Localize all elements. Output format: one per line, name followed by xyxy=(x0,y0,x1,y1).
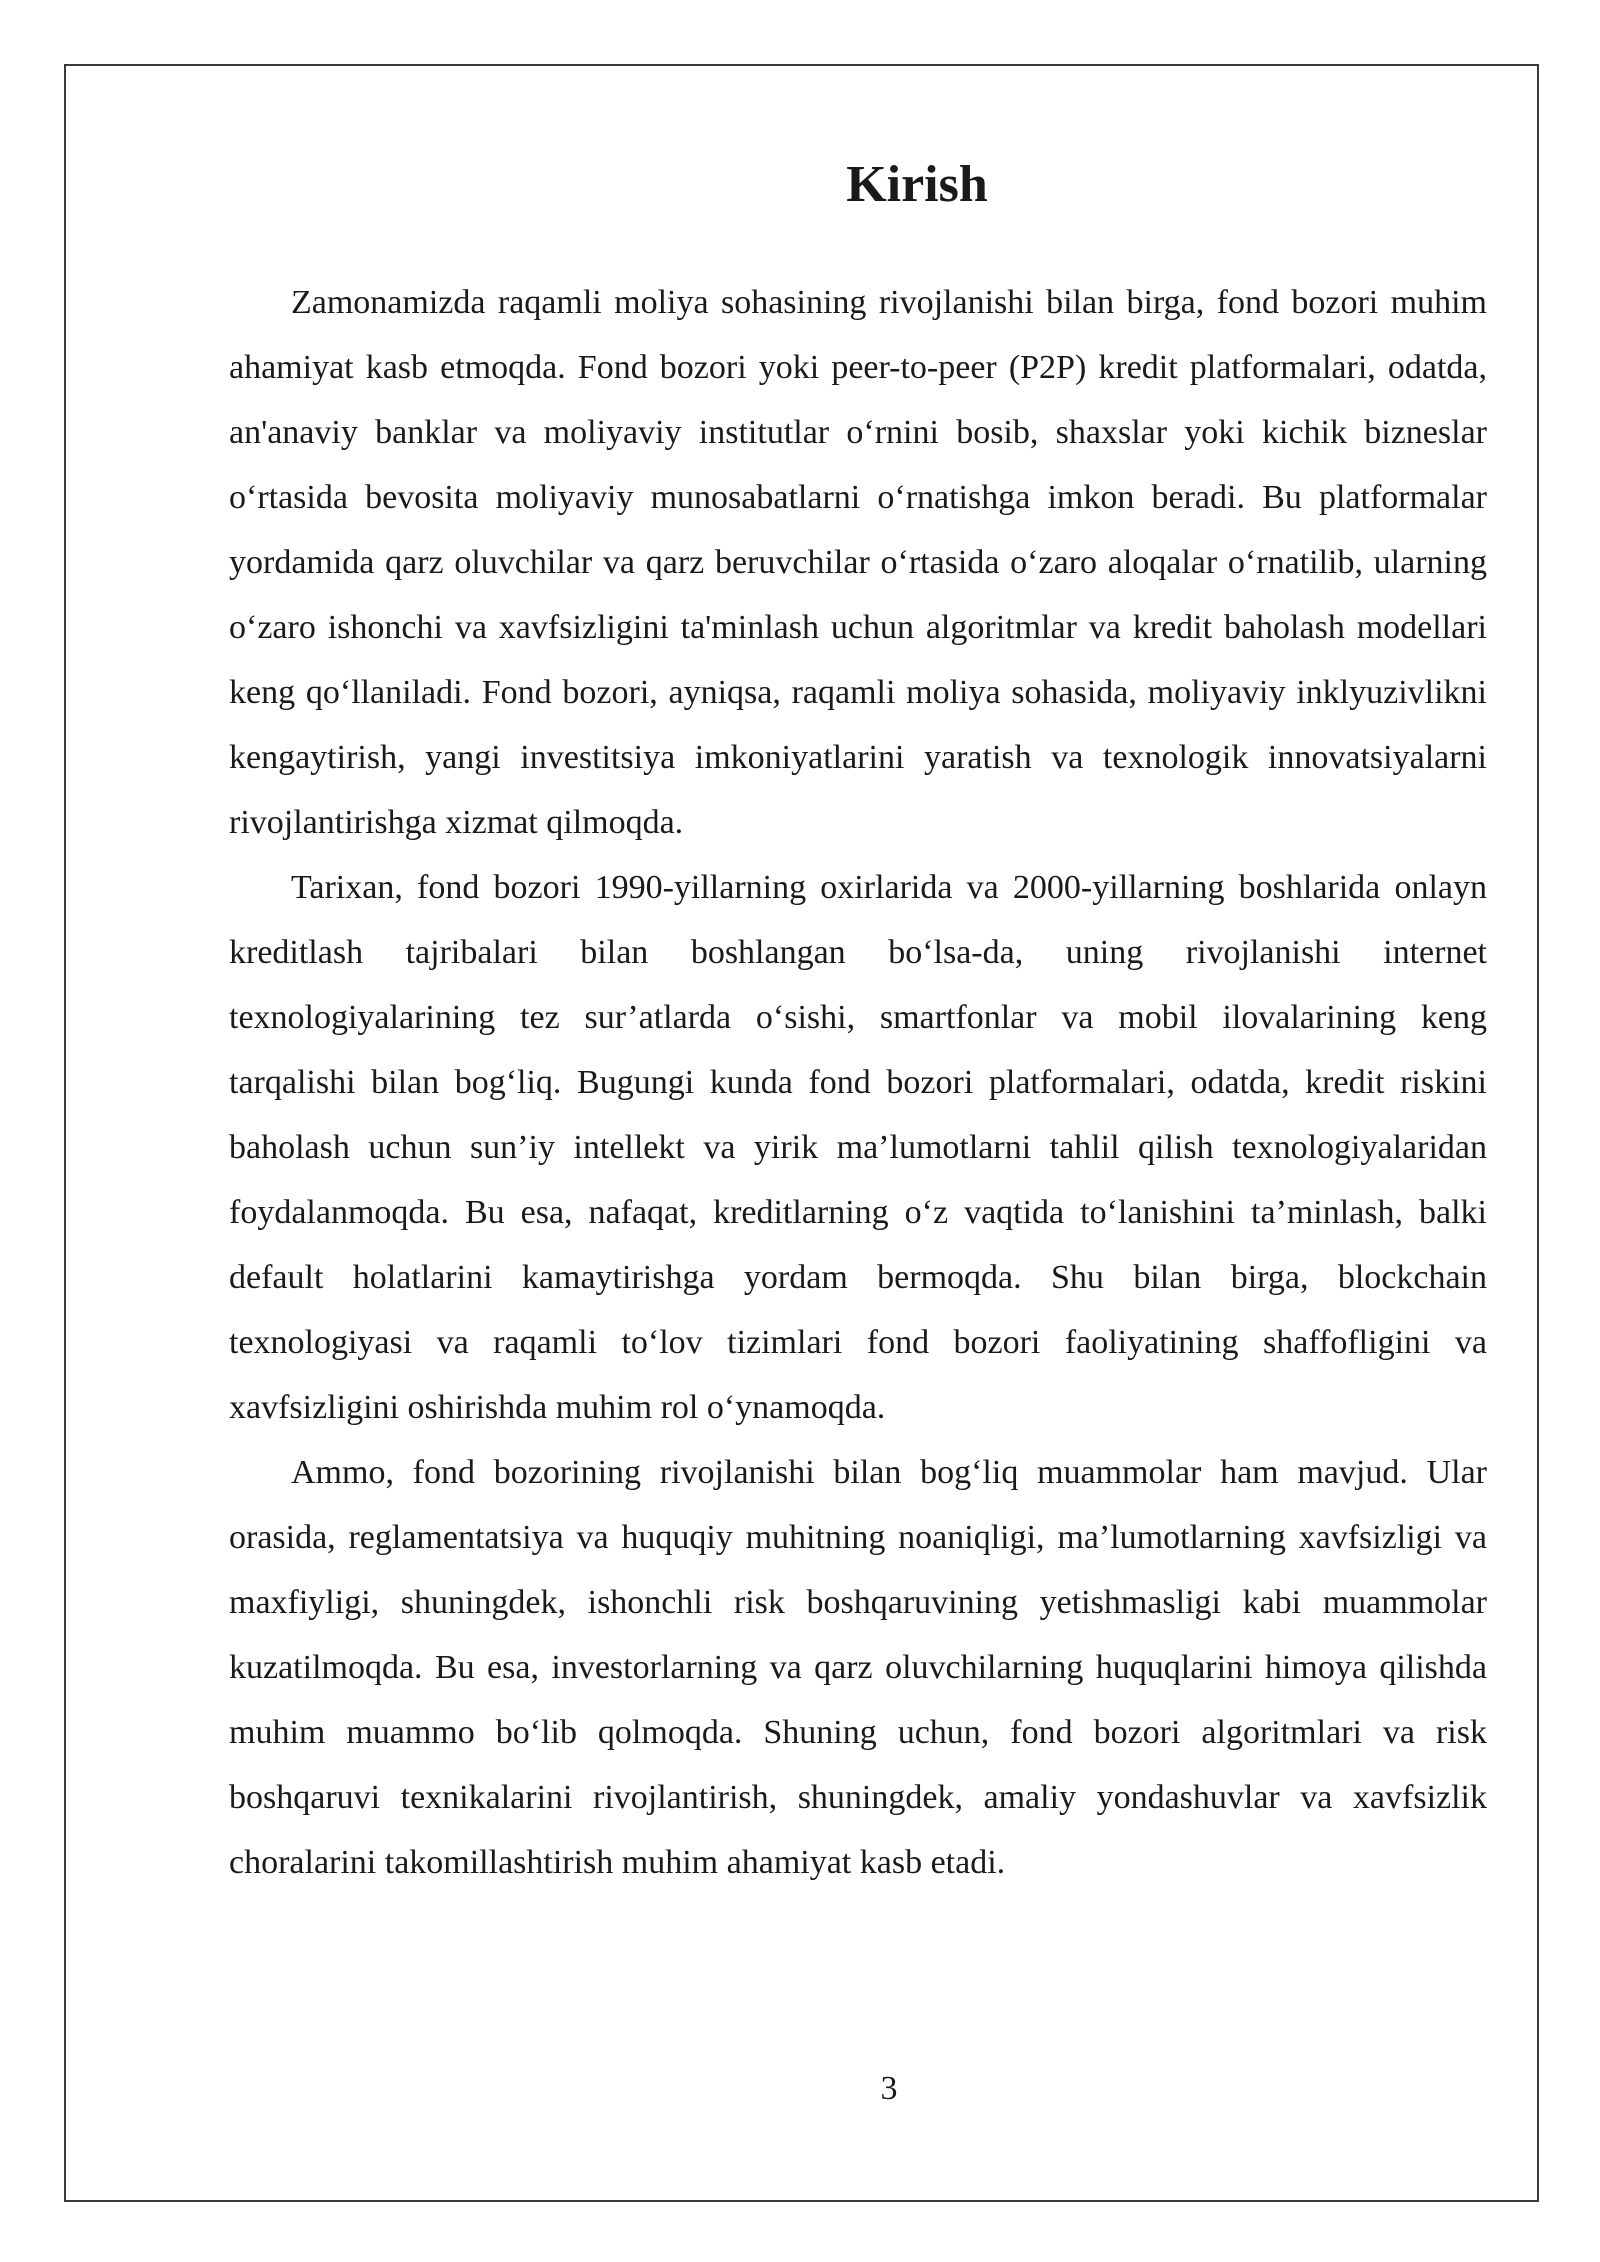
paragraph-intro: Zamonamizda raqamli moliya sohasining rivojlanishi bilan birga, fond bozori muhim ahamiyat kasb etmoqda. Fond bozori yoki peer-to-peer (P2P) kredit platformalari, odatda, an'anaviy banklar va moliyaviy institutlar o‘rnini bosib, shaxslar yoki kichik bizneslar o‘rtasida bevosita moliyaviy munosabatlarni o‘rnatishga imkon beradi. Bu platformalar yordamida qarz oluvchilar va qarz beruvchilar o‘rtasida o‘zaro aloqalar o‘rnatilib, ularning o‘zaro ishonchi va xavfsizligini ta'minlash uchun algoritmlar va kredit baholash modellari keng qo‘llaniladi. Fond bozori, ayniqsa, raqamli moliya sohasida, moliyaviy inklyuzivlikni kengaytirish, yangi investitsiya imkoniyatlarini yaratish va texnologik innovatsiyalarni rivojlantirishga xizmat qilmoqda. xyxy=(229,284,1487,841)
paragraph-problems: Ammo, fond bozorining rivojlanishi bilan bog‘liq muammolar ham mavjud. Ular orasida, reglamentatsiya va huquqiy muhitning noaniqligi, ma’lumotlarning xavfsizligi va maxfiyligi, shuningdek, ishonchli risk boshqaruvining yetishmasligi kabi muammolar kuzatilmoqda. Bu esa, investorlarning va qarz oluvchilarning huquqlarini himoya qilishda muhim muammo bo‘lib qolmoqda. Shuning uchun, fond bozori algoritmlari va risk boshqaruvi texnikalarini rivojlantirish, shuningdek, amaliy yondashuvlar va xavfsizlik choralarini takomillashtirish muhim ahamiyat kasb etadi. xyxy=(229,1454,1487,1881)
page-number: 3 xyxy=(880,2070,898,2107)
document-body xyxy=(229,150,1487,1895)
paragraph-history: Tarixan, fond bozori 1990-yillarning oxirlarida va 2000-yillarning boshlarida onlayn kreditlash tajribalari bilan boshlangan bo‘lsa-da, uning rivojlanishi internet texnologiyalarining tez sur’atlarda o‘sishi, smartfonlar va mobil ilovalarining keng tarqalishi bilan bog‘liq. Bugungi kunda fond bozori platformalari, odatda, kredit riskini baholash uchun sun’iy intellekt va yirik ma’lumotlarni tahlil qilish texnologiyalaridan foydalanmoqda. Bu esa, nafaqat, kreditlarning o‘z vaqtida to‘lanishini ta’minlash, balki default holatlarini kamaytirishga yordam bermoqda. Shu bilan birga, blockchain texnologiyasi va raqamli to‘lov tizimlari fond bozori faoliyatining shaffofligini va xavfsizligini oshirishda muhim rol o‘ynamoqda. xyxy=(229,869,1487,1426)
page-title: Kirish xyxy=(846,156,988,213)
